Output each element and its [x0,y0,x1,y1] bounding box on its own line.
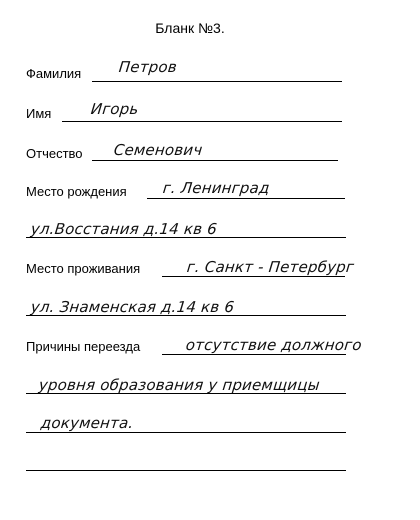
patronymic-line [92,160,338,161]
residence-line-1 [162,276,345,277]
surname-label: Фамилия [26,66,82,81]
reason-value-line-2: уровня образования у приемщицы [38,376,321,394]
form-title: Бланк №3. [155,20,225,36]
blank-line [26,470,346,471]
birthplace-value-line-2: ул.Восстания д.14 кв 6 [30,220,218,238]
reason-line-3 [26,432,346,433]
reason-value-line-3: документа. [40,414,135,432]
patronymic-label: Отчество [26,146,83,161]
residence-value-line-1: г. Санкт - Петербург [186,258,356,276]
birthplace-value-line-1: г. Ленинград [162,179,271,197]
birthplace-label: Место рождения [26,184,127,199]
name-value: Игорь [90,100,140,118]
surname-line [92,81,342,82]
surname-value: Петров [118,58,178,76]
residence-label: Место проживания [26,261,141,276]
reason-label: Причины переезда [26,339,141,354]
reason-value-line-1: отсутствие должного [185,336,363,354]
birthplace-line-1 [147,198,345,199]
name-line [62,121,342,122]
residence-value-line-2: ул. Знаменская д.14 кв 6 [30,298,236,316]
reason-line-1 [162,354,346,355]
patronymic-value: Семенович [113,141,204,159]
name-label: Имя [26,106,52,121]
